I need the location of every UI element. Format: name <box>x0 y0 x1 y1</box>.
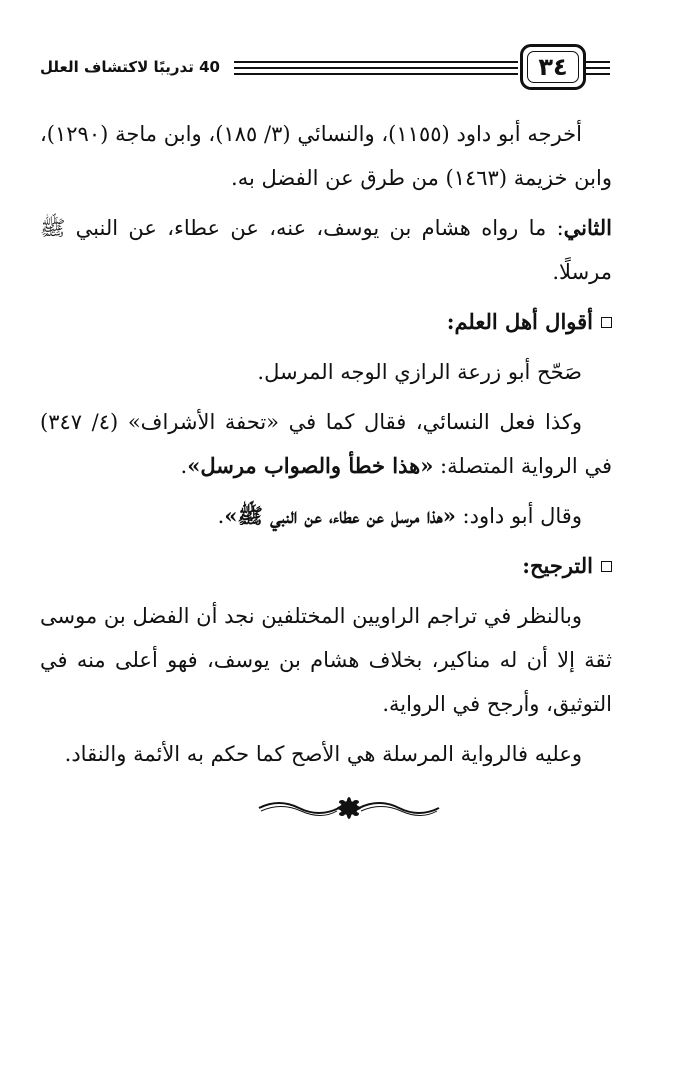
heading-tarjih-label: الترجيح: <box>522 553 593 578</box>
paragraph-abu-dawud <box>40 494 612 538</box>
nasai-end: . <box>180 454 188 478</box>
paragraph-narrators: وبالنظر في تراجم الراويين المختلفين نجد أن الفضل بن موسى ثقة إلا أن له مناكير، بخلاف هشام بن يوسف، فهو أعلى منه في التوثيق، وأرجح في الرواية. <box>40 604 612 716</box>
paragraph-abu-zurah: صَحّح أبو زرعة الرازي الوجه المرسل. <box>257 360 582 384</box>
page-body <box>40 112 612 782</box>
heading-tarjih <box>40 544 612 588</box>
label-second: الثاني <box>563 215 612 240</box>
heading-scholars-sayings-label: أقوال أهل العلم: <box>446 309 593 334</box>
square-bullet-icon <box>601 561 612 572</box>
page-number-box <box>520 44 586 90</box>
header-rule-mid-right <box>586 67 610 69</box>
paragraph-takhrij: أخرجه أبو داود (١١٥٥)، والنسائي (٣/ ١٨٥)، وابن ماجة (١٢٩٠)، وابن خزيمة (١٤٦٣) من طرق عن الفضل به. <box>40 122 612 190</box>
second-way-text: : ما رواه هشام بن يوسف، عنه، عن عطاء، عن النبي ﷺ مرسلًا. <box>40 216 612 284</box>
header-rule-top-right <box>586 61 610 63</box>
page-header <box>0 0 698 110</box>
paragraph-second-way <box>40 206 612 294</box>
header-rule-mid-left <box>234 67 518 69</box>
header-rule-top-left <box>234 61 518 63</box>
abu-dawud-end: . <box>217 504 225 528</box>
nasai-quote: «هذا خطأ والصواب مرسل» <box>187 453 434 478</box>
paragraph-nasai <box>40 400 612 488</box>
paragraph-conclusion: وعليه فالرواية المرسلة هي الأصح كما حكم به الأئمة والنقاد. <box>64 742 582 766</box>
header-rule-bottom-left <box>234 73 518 75</box>
nasai-text: وكذا فعل النسائي، فقال كما في «تحفة الأشراف» (٤/ ٣٤٧) في الرواية المتصلة: <box>40 410 612 478</box>
decorative-divider-icon <box>249 788 449 828</box>
abu-dawud-text: وقال أبو داود: <box>455 504 582 528</box>
square-bullet-icon <box>601 317 612 328</box>
heading-scholars-sayings <box>40 300 612 344</box>
abu-dawud-quote: «هذا مرسل عن عطاء، عن النبي ﷺ» <box>224 503 456 528</box>
header-rule-bottom-right <box>586 73 610 75</box>
page-number: ٣٤ <box>538 53 568 81</box>
running-title: 40 تدريبًا لاكتشاف العلل <box>40 58 220 76</box>
